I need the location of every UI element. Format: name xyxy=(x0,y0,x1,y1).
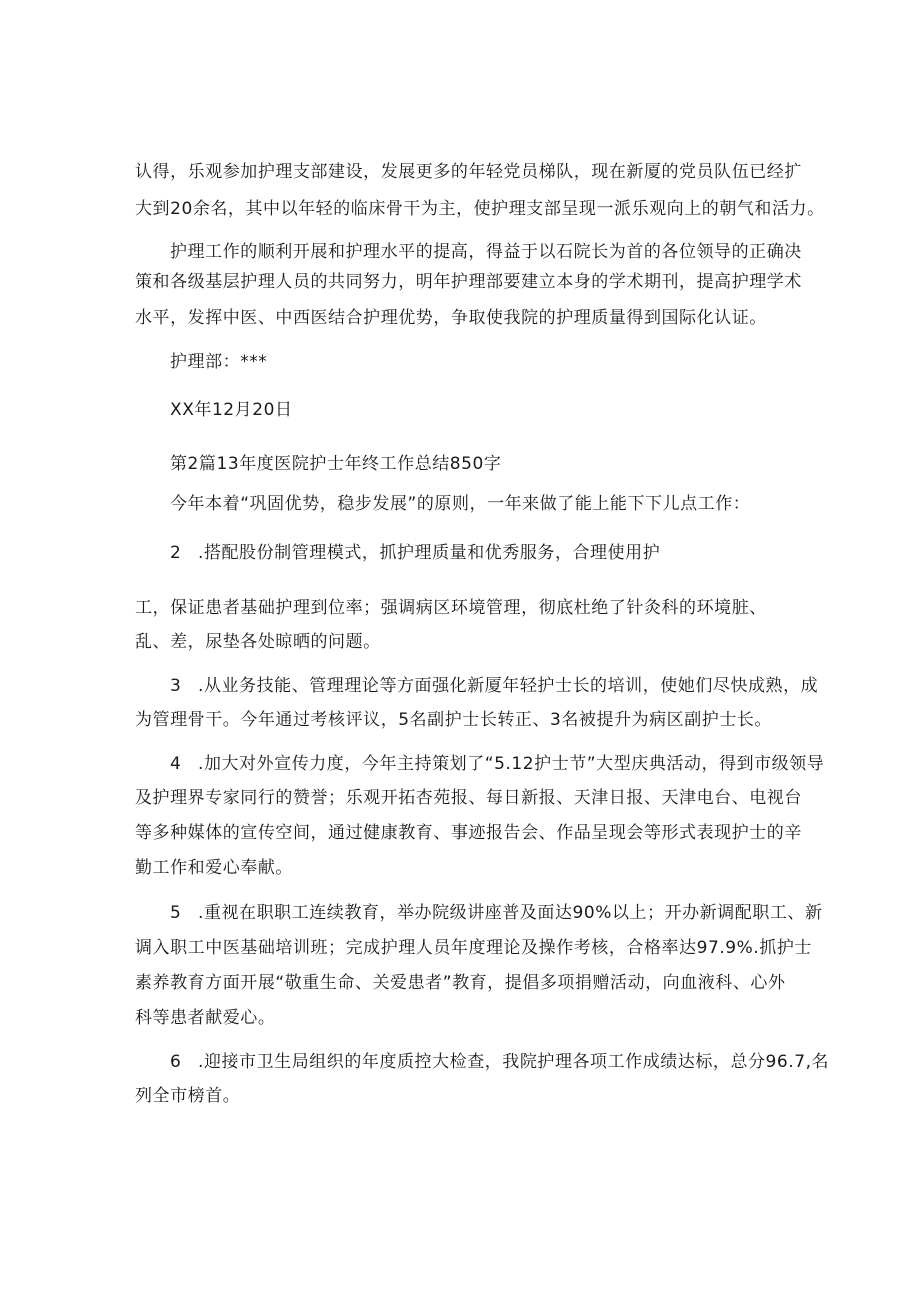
list-item-line: .重视在职职工连续教育，举办院级讲座普及面达90%以上；开办新调配职工、新 xyxy=(198,903,823,923)
list-item-number: 4 xyxy=(170,754,182,774)
date: XX年12月20日 xyxy=(170,400,293,420)
list-item-number: 2 xyxy=(170,543,182,563)
paragraph-line: 护理工作的顺利开展和护理水平的提高，得益于以石院长为首的各位领导的正确决 xyxy=(170,242,802,262)
paragraph-line: 水平，发挥中医、中西医结合护理优势，争取使我院的护理质量得到国际化认证。 xyxy=(135,308,767,328)
list-item-line: 乱、差，尿垫各处晾晒的问题。 xyxy=(135,632,381,652)
list-item-line: 等多种媒体的宣传空间，通过健康教育、事迹报告会、作品呈现会等形式表现护士的辛 xyxy=(135,823,802,843)
list-item-line: 工，保证患者基础护理到位率；强调病区环境管理，彻底杜绝了针灸科的环境脏、 xyxy=(135,598,767,618)
paragraph-line: 大到20余名，其中以年轻的临床骨干为主，使护理支部呈现一派乐观向上的朝气和活力。 xyxy=(135,199,825,219)
list-item-number: 6 xyxy=(170,1052,182,1072)
list-item-line: 素养教育方面开展“敬重生命、关爱患者”教育，提倡多项捐赠活动，向血液科、心外 xyxy=(135,973,786,993)
intro-line: 今年本着“巩固优势，稳步发展”的原则，一年来做了能上能下下儿点工作： xyxy=(170,494,751,514)
section-title: 第2篇13年度医院护士年终工作总结850字 xyxy=(170,454,502,474)
list-item-line: 为管理骨干。今年通过考核评议，5名副护士长转正、3名被提升为病区副护士长。 xyxy=(135,710,772,730)
paragraph-line: 认得，乐观参加护理支部建设，发展更多的年轻党员梯队，现在新厦的党员队伍已经扩 xyxy=(135,162,802,182)
list-item-line: .从业务技能、管理理论等方面强化新厦年轻护士长的培训，使她们尽快成熟，成 xyxy=(198,676,819,696)
list-item-number: 3 xyxy=(170,676,182,696)
list-item-line: .迎接市卫生局组织的年度质控大检查，我院护理各项工作成绩达标，总分96.7,名 xyxy=(198,1052,830,1072)
list-item-line: 及护理界专家同行的赞誉；乐观开拓杏苑报、每日新报、天津日报、天津电台、电视台 xyxy=(135,788,802,808)
list-item-line: 勤工作和爱心奉献。 xyxy=(135,858,293,878)
list-item-line: 列全市榜首。 xyxy=(135,1086,241,1106)
list-item-line: 调入职工中医基础培训班；完成护理人员年度理论及操作考核，合格率达97.9%.抓护士 xyxy=(135,938,812,958)
list-item-line: .加大对外宣传力度，今年主持策划了“5.12护士节”大型庆典活动，得到市级领导 xyxy=(198,754,825,774)
list-item-line: .搭配股份制管理模式，抓护理质量和优秀服务，合理使用护 xyxy=(198,543,661,563)
paragraph-line: 策和各级基层护理人员的共同努力，明年护理部要建立本身的学术期刊，提高护理学术 xyxy=(135,272,802,292)
list-item-number: 5 xyxy=(170,903,182,923)
signature: 护理部：*** xyxy=(170,352,268,372)
list-item-line: 科等患者献爱心。 xyxy=(135,1008,276,1028)
